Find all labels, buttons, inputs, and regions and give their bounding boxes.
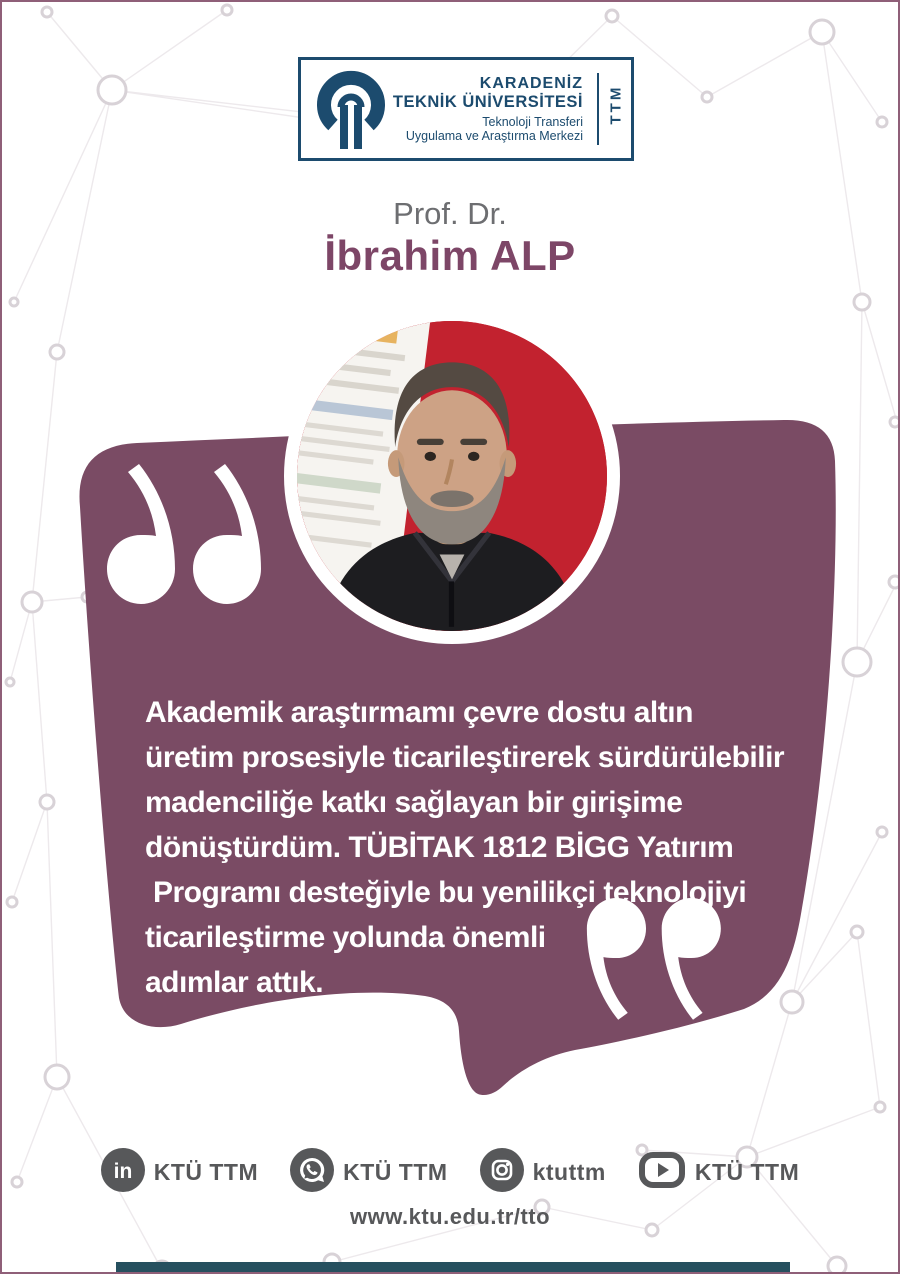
ktu-logo-icon — [313, 63, 389, 156]
whatsapp-icon — [290, 1148, 334, 1197]
person-photo — [284, 308, 620, 644]
social-item-linkedin — [101, 1148, 258, 1197]
quote-open-icon — [106, 464, 266, 606]
quote-line: ticarileştirme yolunda önemli — [145, 921, 546, 954]
logo-line-4: Uygulama ve Araştırma Merkezi — [405, 128, 583, 143]
quote-line: madenciliğe katkı sağlayan bir girişime — [145, 786, 683, 819]
quote-line: dönüştürdüm. TÜBİTAK 1812 BİGG Yatırım — [145, 831, 734, 864]
quote-line: Programı desteğiyle bu yenilikçi teknolojiyi — [153, 876, 747, 909]
social-item-whatsapp — [290, 1148, 447, 1197]
youtube-icon — [638, 1148, 686, 1197]
social-handle-label: ktuttm — [532, 1159, 606, 1185]
social-item-instagram — [480, 1148, 606, 1197]
bottom-accent-bar — [116, 1262, 790, 1272]
person-name: İbrahim ALP — [324, 232, 576, 279]
social-handle-label: KTÜ TTM — [694, 1159, 800, 1185]
university-logo-box — [298, 57, 634, 161]
university-logo-text — [389, 75, 591, 142]
instagram-icon — [480, 1148, 524, 1197]
logo-line-1: KARADENİZ — [479, 75, 583, 93]
social-handle-label: KTÜ TTM — [153, 1159, 259, 1185]
logo-divider — [597, 73, 599, 145]
logo-line-2: TEKNİK ÜNİVERSİTESİ — [392, 93, 583, 112]
social-handle-label: KTÜ TTM — [343, 1159, 448, 1185]
svg-text:in: in — [113, 1160, 133, 1183]
social-media-row — [2, 1148, 898, 1197]
social-item-youtube — [638, 1148, 799, 1197]
linkedin-icon — [101, 1148, 145, 1197]
logo-ttm-label: TTM — [607, 84, 625, 124]
quote-line: Akademik araştırmamı çevre dostu altın — [145, 696, 693, 729]
quote-line: adımlar attık. — [145, 966, 324, 999]
website-url: www.ktu.edu.tr/tto — [349, 1204, 551, 1229]
quote-text-block — [145, 690, 784, 1005]
person-title: Prof. Dr. — [393, 196, 507, 231]
quote-line: üretim prosesiyle ticarileştirerek sürdürülebilir — [145, 741, 785, 774]
logo-line-3: Teknoloji Transferi — [482, 114, 583, 129]
